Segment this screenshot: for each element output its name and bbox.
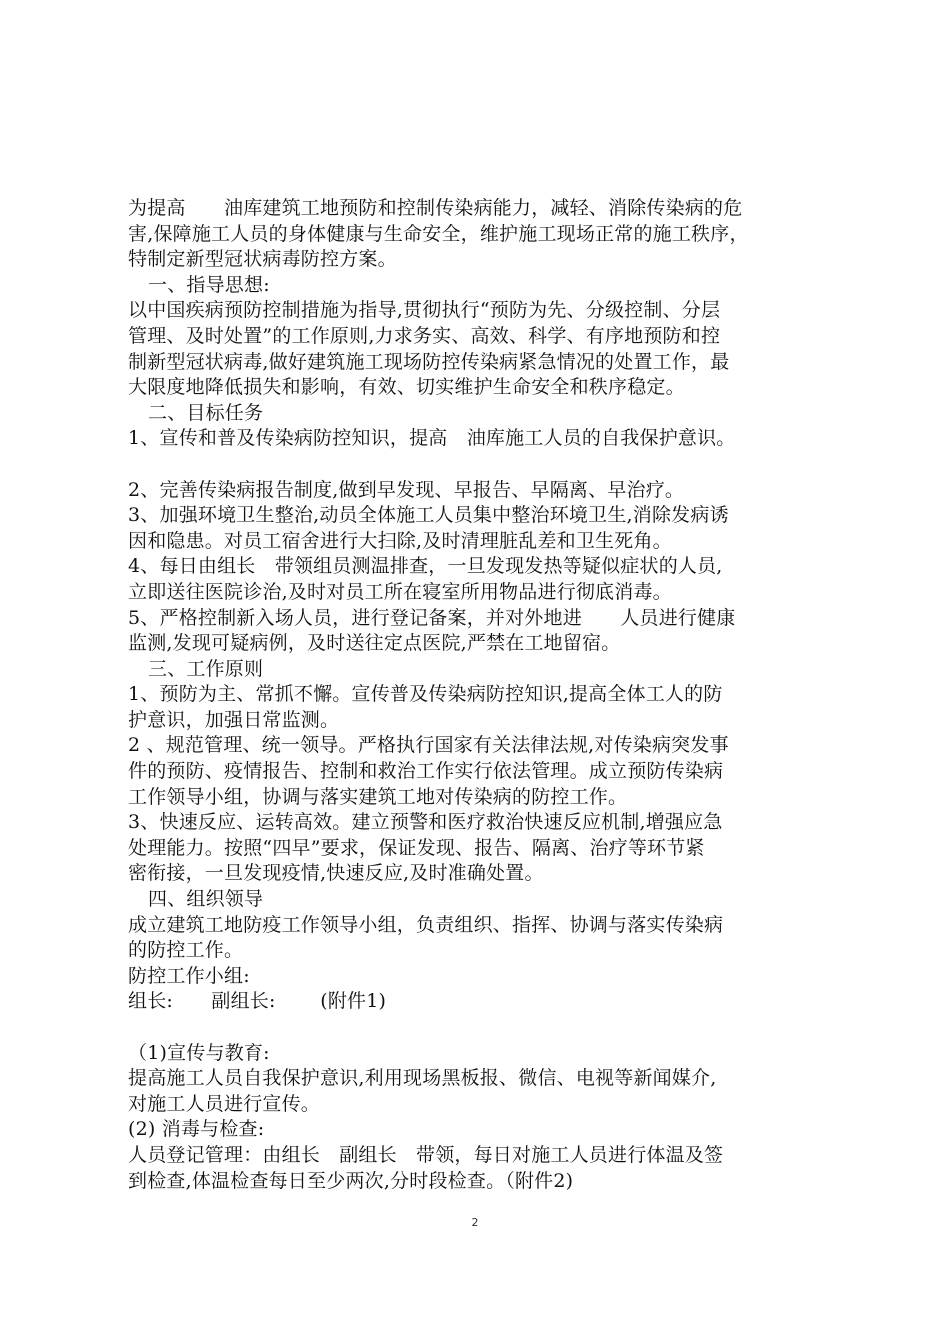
text-line: 立即送往医院诊治,及时对员工所在寝室所用物品进行彻底消毒。 (128, 580, 672, 603)
text-line: 组长: 副组长: (附件1) (128, 990, 387, 1013)
text-line: 3、加强环境卫生整治,动员全体施工人员集中整治环境卫生,消除发病诱 (128, 504, 729, 527)
document-body (128, 196, 833, 1194)
text-line: 四、组织领导 (148, 888, 264, 911)
blank-line (128, 452, 833, 478)
text-line: (2) 消毒与检查: (128, 1118, 265, 1141)
text-line: 人员登记管理：由组长 副组长 带领，每日对施工人员进行体温及签 (128, 1143, 724, 1166)
text-line: 一、指导思想: (148, 273, 270, 296)
text-line: 1、预防为主、常抓不懈。宣传普及传染病防控知识,提高全体工人的防 (128, 683, 723, 706)
text-line: 三、工作原则 (148, 657, 264, 680)
text-line: 处理能力。按照“四早”要求，保证发现、报告、隔离、治疗等环节紧 (128, 836, 705, 859)
text-line: 4、每日由组长 带领组员测温排查，一旦发现发热等疑似症状的人员, (128, 555, 723, 578)
text-line: 特制定新型冠状病毒防控方案。 (128, 248, 397, 271)
text-line: 监测,发现可疑病例，及时送往定点医院,严禁在工地留宿。 (128, 632, 621, 655)
text-line: 成立建筑工地防疫工作领导小组，负责组织、指挥、协调与落实传染病 (128, 913, 724, 936)
text-line: 1、宣传和普及传染病防控知识，提高 油库施工人员的自我保护意识。 (128, 427, 736, 450)
text-line: 因和隐患。对员工宿舍进行大扫除,及时清理脏乱差和卫生死角。 (128, 529, 672, 552)
text-line: 的防控工作。 (128, 939, 244, 962)
text-line: 5、严格控制新入场人员，进行登记备案，并对外地进 人员进行健康 (128, 606, 736, 629)
text-line: 大限度地降低损失和影响，有效、切实维护生命安全和秩序稳定。 (128, 376, 685, 399)
text-line: 提高施工人员自我保护意识,利用现场黑板报、微信、电视等新闻媒介, (128, 1067, 717, 1090)
text-line: 管理、及时处置”的工作原则,力求务实、高效、科学、有序地预防和控 (128, 324, 721, 347)
text-line: 以中国疾病预防控制措施为指导,贯彻执行“预防为先、分级控制、分层 (128, 299, 721, 322)
text-line: 制新型冠状病毒,做好建筑施工现场防控传染病紧急情况的处置工作，最 (128, 350, 730, 373)
text-line: （1)宣传与教育: (128, 1041, 270, 1064)
text-line: 二、目标任务 (148, 401, 264, 424)
text-line: 件的预防、疫情报告、控制和救治工作实行依法管理。成立预防传染病 (128, 760, 724, 783)
text-line: 防控工作小组: (128, 964, 250, 987)
text-line: 为提高 油库建筑工地预防和控制传染病能力，减轻、消除传染病的危 (128, 197, 743, 219)
text-line: 3、快速反应、运转高效。建立预警和医疗救治快速反应机制,增强应急 (128, 811, 723, 834)
text-line: 护意识，加强日常监测。 (128, 708, 340, 731)
page-number: 2 (471, 1216, 479, 1229)
text-line: 工作领导小组，协调与落实建筑工地对传染病的防控工作。 (128, 785, 628, 808)
text-line: 密衔接，一旦发现疫情,快速反应,及时准确处置。 (128, 862, 544, 885)
text-line: 2、完善传染病报告制度,做到早发现、早报告、早隔离、早治疗。 (128, 478, 685, 501)
text-line: 对施工人员进行宣传。 (128, 1092, 321, 1115)
blank-line (128, 1015, 833, 1041)
text-line: 到检查,体温检查每日至少两次,分时段检查。（附件2) (128, 1169, 574, 1192)
text-line: 2 、规范管理、统一领导。严格执行国家有关法律法规,对传染病突发事 (128, 734, 729, 757)
text-line: 害,保障施工人员的身体健康与生命安全，维护施工现场正常的施工秩序， (128, 222, 749, 245)
